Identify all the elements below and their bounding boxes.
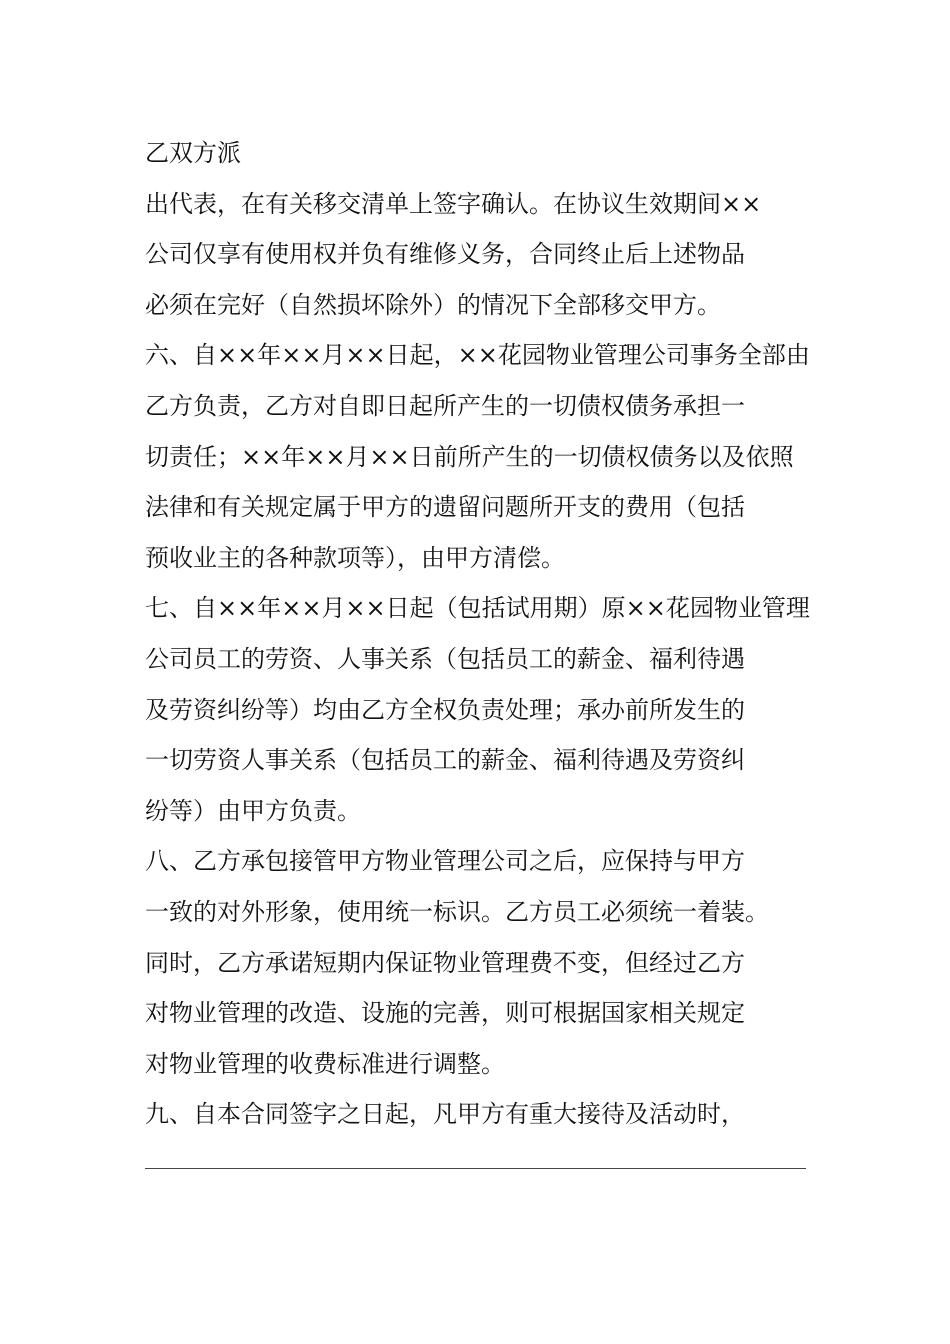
contract-body-text: [145, 128, 810, 1140]
text-line: 纷等）由甲方负责。: [145, 796, 361, 825]
text-line: 公司仅享有使用权并负有维修义务，合同终止后上述物品: [145, 240, 745, 269]
text-line: 乙方负责，乙方对自即日起所产生的一切债权债务承担一: [145, 391, 745, 420]
text-line: 及劳资纠纷等）均由乙方全权负责处理；承办前所发生的: [145, 695, 745, 724]
footer-divider: [145, 1168, 806, 1169]
text-line: 预收业主的各种款项等），由甲方清偿。: [145, 543, 565, 572]
text-line: 法律和有关规定属于甲方的遗留问题所开支的费用（包括: [145, 493, 745, 522]
text-line: 对物业管理的收费标准进行调整。: [145, 1049, 505, 1078]
text-line: 一切劳资人事关系（包括员工的薪金、福利待遇及劳资纠: [145, 746, 745, 775]
text-line: 一致的对外形象，使用统一标识。乙方员工必须统一着装。: [145, 897, 769, 926]
text-line: 切责任；××年××月××日前所产生的一切债权债务以及依照: [145, 442, 794, 471]
text-line: 出代表，在有关移交清单上签字确认。在协议生效期间××: [145, 189, 762, 218]
text-line: 八、乙方承包接管甲方物业管理公司之后，应保持与甲方: [145, 847, 745, 876]
text-line: 九、自本合同签字之日起，凡甲方有重大接待及活动时，: [145, 1100, 745, 1129]
text-line: 乙双方派: [145, 139, 241, 167]
text-line: 必须在完好（自然损坏除外）的情况下全部移交甲方。: [145, 290, 721, 319]
text-line: 六、自××年××月××日起，××花园物业管理公司事务全部由: [145, 341, 810, 370]
text-line: 对物业管理的改造、设施的完善，则可根据国家相关规定: [145, 999, 745, 1028]
text-line: 七、自××年××月××日起（包括试用期）原××花园物业管理: [145, 594, 810, 623]
text-line: 公司员工的劳资、人事关系（包括员工的薪金、福利待遇: [145, 644, 745, 673]
text-line: 同时，乙方承诺短期内保证物业管理费不变，但经过乙方: [145, 948, 745, 977]
